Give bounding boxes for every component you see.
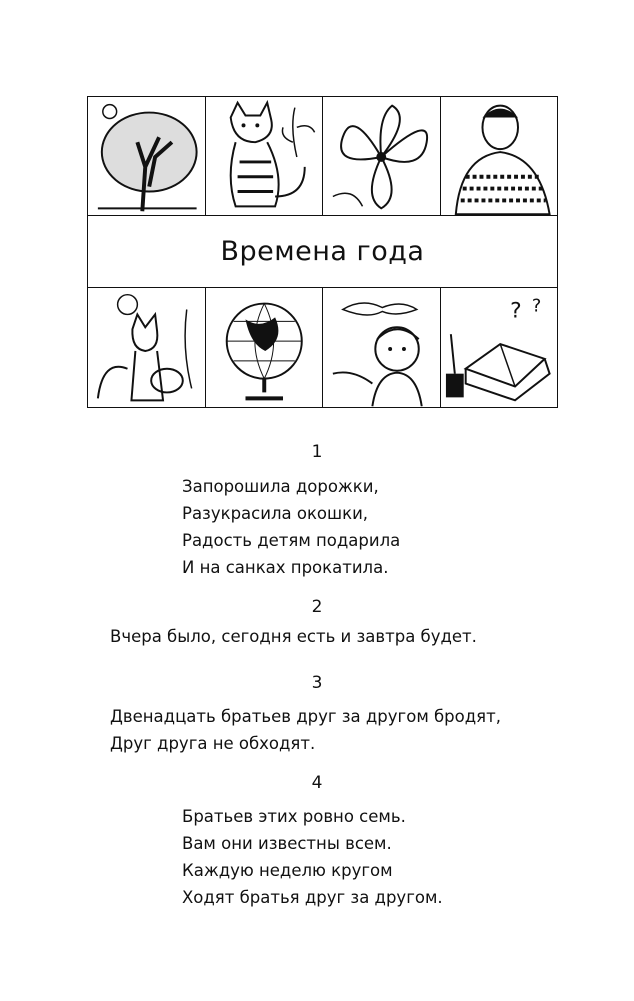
riddle-number-3: 3 [311, 673, 323, 693]
top-illustration-row [88, 97, 557, 215]
riddle-number-2: 2 [311, 597, 323, 617]
svg-text:?: ? [531, 296, 541, 317]
riddle-line: Ходят братья друг за другом. [182, 888, 443, 907]
riddle-line: И на санках прокатила. [182, 558, 389, 577]
riddle-line: Вам они известны всем. [182, 834, 392, 853]
fox-basket-illustration [88, 288, 206, 408]
riddle-3-text [110, 703, 501, 757]
riddle-line: Друг друга не обходят. [110, 734, 316, 753]
title-band [88, 215, 557, 287]
riddle-number-4: 4 [311, 773, 323, 793]
boy-goose-illustration [323, 288, 441, 408]
flower-illustration [323, 97, 441, 215]
cat-illustration [206, 97, 324, 215]
svg-text:?: ? [509, 298, 522, 324]
riddle-line: Братьев этих ровно семь. [182, 807, 406, 826]
goose-icon [323, 288, 440, 408]
seasons-header-panel [87, 96, 558, 408]
globe-icon [206, 288, 323, 408]
riddle-line: Запорошила дорожки, [182, 477, 379, 496]
boy-icon [441, 97, 558, 215]
page-title: Времена года [220, 236, 425, 267]
riddle-line: Радость детям подарила [182, 531, 401, 550]
riddle-2-text [110, 623, 477, 650]
bottom-illustration-row [88, 287, 557, 408]
riddle-line: Вчера было, сегодня есть и завтра будет. [110, 627, 477, 646]
riddle-number-1: 1 [311, 442, 323, 462]
book-inkwell-illustration [441, 288, 558, 408]
riddle-4-text [182, 803, 443, 911]
tree-icon [88, 97, 205, 215]
cat-icon [206, 97, 323, 215]
riddle-line: Каждую неделю кругом [182, 861, 393, 880]
riddle-line: Разукрасила окошки, [182, 504, 369, 523]
riddle-1-text [182, 473, 400, 581]
riddle-line: Двенадцать братьев друг за другом бродят, [110, 707, 501, 726]
boy-sweater-illustration [441, 97, 558, 215]
globe-illustration [206, 288, 324, 408]
winter-tree-illustration [88, 97, 206, 215]
flower-icon [323, 97, 440, 215]
fox-icon [88, 288, 205, 408]
book-icon [441, 288, 558, 408]
